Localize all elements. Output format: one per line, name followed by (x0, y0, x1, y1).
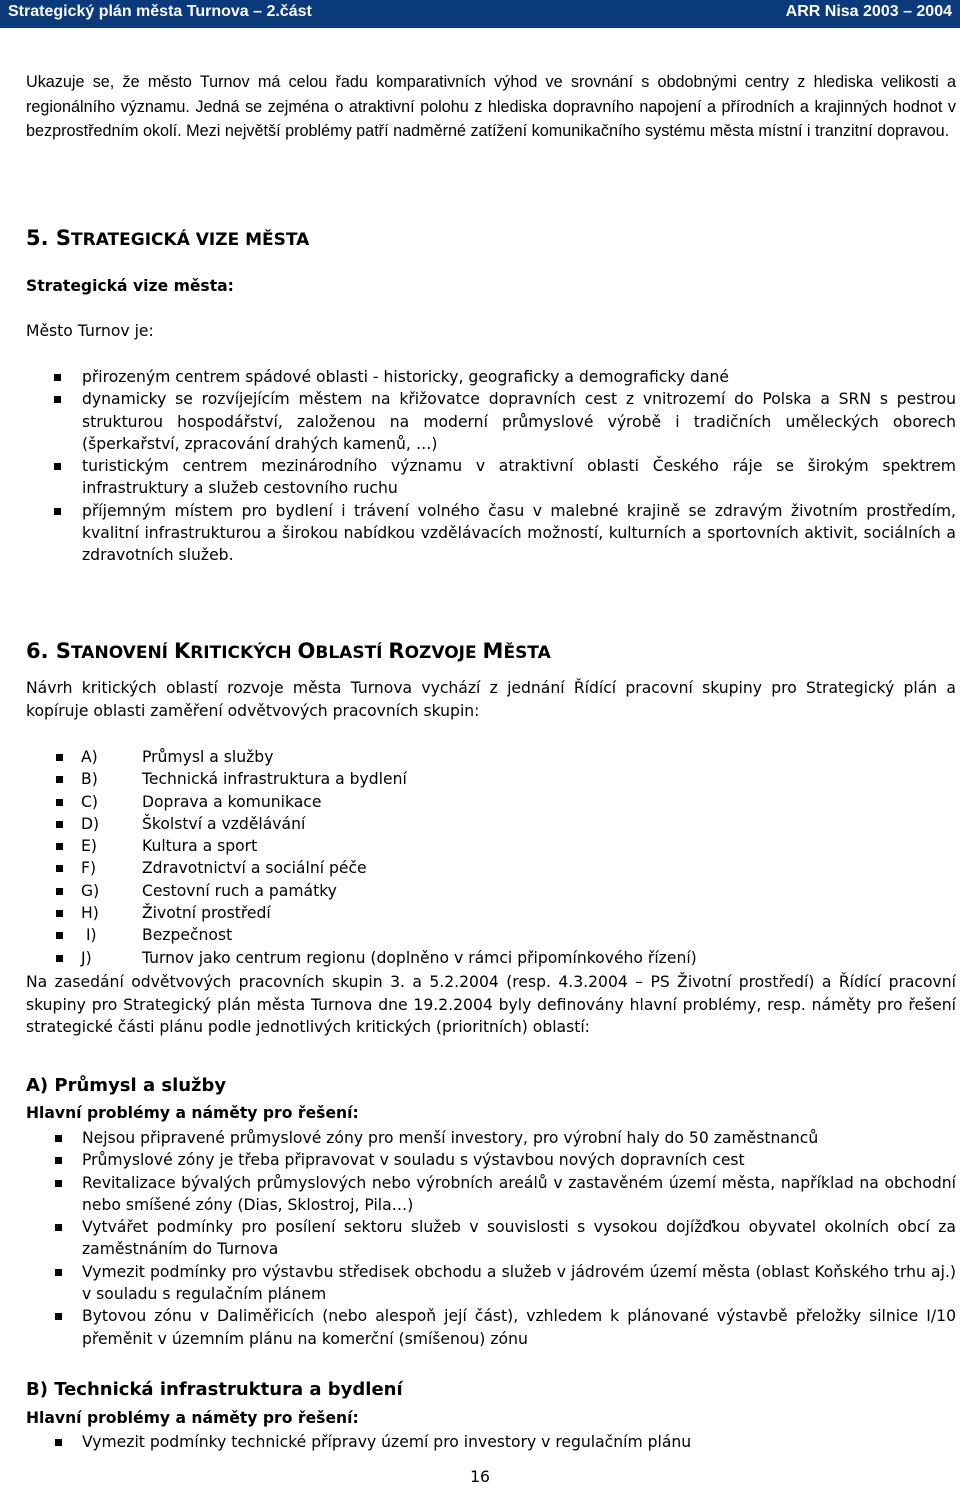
list-item: dynamicky se rozvíjejícím městem na křižovatce dopravních cest z vnitrozemí do Polska a SRN s pestrou strukturou hospodářství, založenou na moderní průmyslové výrobě i tradičních uměleckých oborech (šperkařství, zpracování drahých kamenů, …) (82, 388, 956, 455)
bullet-square-icon (56, 754, 63, 761)
bullet-square-icon (56, 955, 63, 962)
list-item: Vymezit podmínky pro výstavbu středisek obchodu a služeb v jádrovém území města (oblast Koňského trhu aj.) v souladu s regulačním plánem (82, 1261, 956, 1306)
bullet-square-icon (56, 776, 63, 783)
list-item: turistickým centrem mezinárodního významu v atraktivní oblasti Českého ráje se širokým spektrem infrastruktury a služeb cestovního ruchu (82, 455, 956, 500)
part-b-subtitle: Hlavní problémy a náměty pro řešení: (26, 1409, 359, 1427)
section-6-intro: Návrh kritických oblastí rozvoje města Turnova vychází z jednání Řídící pracovní skupiny pro Strategický plán a kopíruje oblasti zaměření odvětvových pracovních skupin: (26, 679, 956, 720)
vision-list (82, 366, 956, 567)
list-item: H) Životní prostředí (56, 902, 776, 924)
section-5-subtitle: Strategická vize města: (26, 277, 234, 295)
list-item: D) Školství a vzdělávání (56, 813, 776, 835)
list-item: Průmyslové zóny je třeba připravovat v souladu s výstavbou nových dopravních cest (82, 1149, 956, 1171)
bullet-square-icon (54, 374, 61, 381)
section-5-lead: Město Turnov je: (26, 322, 154, 340)
bullet-square-icon (56, 843, 63, 850)
list-item: E) Kultura a sport (56, 835, 776, 857)
part-a-subtitle: Hlavní problémy a náměty pro řešení: (26, 1104, 359, 1122)
part-a-list (82, 1127, 956, 1350)
critical-areas-list (56, 746, 776, 969)
bullet-square-icon (55, 1224, 62, 1231)
list-item: Nejsou připravené průmyslové zóny pro menší investory, pro výrobní haly do 50 zaměstnanců (82, 1127, 956, 1149)
part-a-title: A) Průmysl a služby (26, 1075, 227, 1096)
bullet-square-icon (55, 1313, 62, 1320)
list-item: Vytvářet podmínky pro posílení sektoru služeb v souvislosti s vysokou dojížďkou obyvatel okolních obcí za zaměstnáním do Turnova (82, 1216, 956, 1261)
list-item: C) Doprava a komunikace (56, 791, 776, 813)
section-5-number: 5. S (26, 226, 72, 250)
bullet-square-icon (55, 1269, 62, 1276)
intro-paragraph: Ukazuje se, že město Turnov má celou řadu komparativních výhod ve srovnání s obdobnými centry z hlediska velikosti a regionálního významu. Jedná se zejména o atraktivní polohu z hlediska dopravního napojení a přírodních a krajinných hodnot v bezprostředním okolí. Mezi největší problémy patří nadměrné zatížení komunikačního systému města místní i tranzitní dopravou. (26, 73, 956, 140)
bullet-square-icon (55, 1180, 62, 1187)
bullet-square-icon (54, 396, 61, 403)
list-item: přirozeným centrem spádové oblasti - historicky, geograficky a demograficky dané (82, 366, 956, 388)
bullet-square-icon (56, 932, 63, 939)
header-author: ARR Nisa 2003 – 2004 (785, 3, 952, 20)
list-item: B) Technická infrastruktura a bydlení (56, 768, 776, 790)
part-b-list (82, 1431, 956, 1453)
list-item: A) Průmysl a služby (56, 746, 776, 768)
list-item: I) Bezpečnost (56, 924, 776, 946)
list-item: G) Cestovní ruch a památky (56, 880, 776, 902)
bullet-square-icon (56, 821, 63, 828)
list-item: J) Turnov jako centrum regionu (doplněno v rámci připomínkového řízení) (56, 947, 776, 969)
bullet-square-icon (56, 799, 63, 806)
bullet-square-icon (56, 865, 63, 872)
list-item: Vymezit podmínky technické přípravy území pro investory v regulačním plánu (82, 1431, 956, 1453)
page-number: 16 (470, 1468, 490, 1486)
page-header (0, 0, 960, 28)
list-item: příjemným místem pro bydlení i trávení volného času v malebné krajině se zdravým životním prostředím, kvalitní infrastrukturou a širokou nabídkou vzdělávacích možností, kulturních a sportovních aktivit, sociálních a zdravotních služeb. (82, 500, 956, 567)
part-b-title: B) Technická infrastruktura a bydlení (26, 1379, 403, 1400)
section-5-title: TRATEGICKÁ VIZE MĚSTA (71, 230, 310, 250)
bullet-square-icon (56, 888, 63, 895)
list-item: Revitalizace bývalých průmyslových nebo výrobních areálů v zastavěném území města, například na obchodní nebo smíšené zóny (Dias, Sklostroj, Pila…) (82, 1172, 956, 1217)
list-item: Bytovou zónu v Daliměřicích (nebo alespoň její část), vzhledem k plánované výstavbě přeložky silnice I/10 přeměnit v územním plánu na komerční (smíšenou) zónu (82, 1305, 956, 1350)
bullet-square-icon (55, 1157, 62, 1164)
bullet-square-icon (54, 463, 61, 470)
bullet-square-icon (55, 1135, 62, 1142)
bullet-square-icon (55, 1439, 62, 1446)
list-item: F) Zdravotnictví a sociální péče (56, 857, 776, 879)
section-6-outro: Na zasedání odvětvových pracovních skupin 3. a 5.2.2004 (resp. 4.3.2004 – PS Životní prostředí) a Řídící pracovní skupiny pro Strategický plán města Turnova dne 19.2.2004 byly definovány hlavní problémy, resp. náměty pro řešení strategické části plánu podle jednotlivých kritických (prioritních) oblastí: (26, 973, 956, 1036)
header-document-title: Strategický plán města Turnova – 2.část (8, 3, 312, 20)
section-5-heading (26, 225, 309, 253)
bullet-square-icon (54, 508, 61, 515)
section-6-heading: 6. STANOVENÍ KRITICKÝCH OBLASTÍ ROZVOJE MĚSTA (26, 639, 551, 663)
bullet-square-icon (56, 910, 63, 917)
